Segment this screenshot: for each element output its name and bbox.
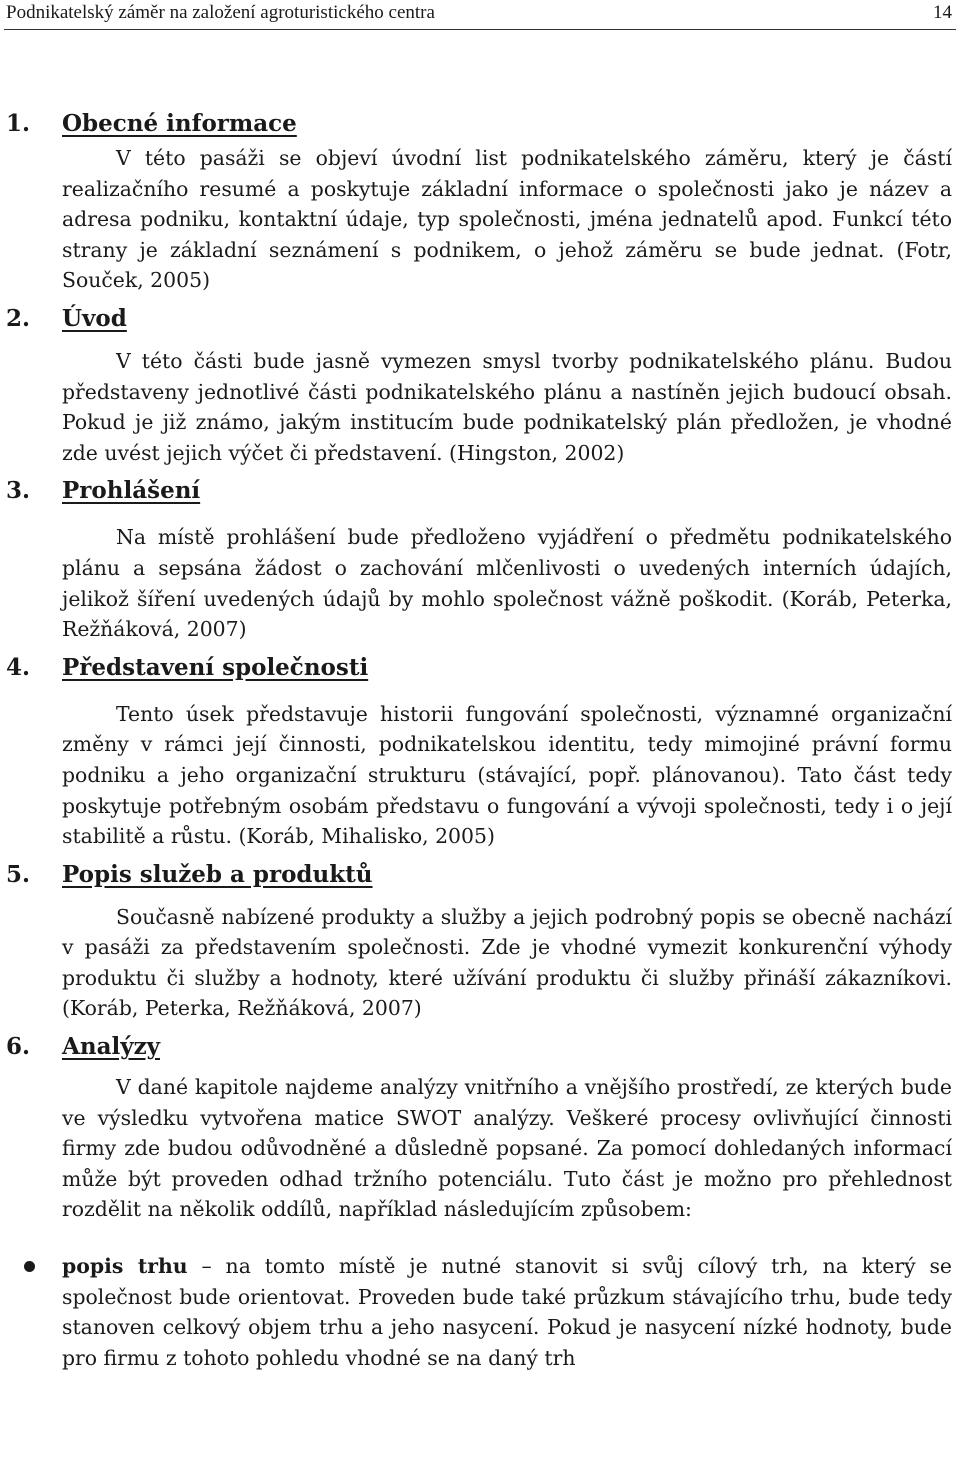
section-heading	[0, 105, 960, 143]
section-number: 6.	[6, 1033, 31, 1061]
bullet-text: – na tomto místě je nutné stanovit si svůj cílový trh, na který se společnost bude orientovat. Proveden bude také průzkum stávajícího trhu, bude tedy stanoven celkový objem trhu a jeho nasycení. Pokud je nasycení nízké hodnoty, bude pro firmu z tohoto pohledu vhodné se na daný trh	[62, 1254, 952, 1370]
section-heading	[0, 649, 960, 687]
section-number: 1.	[6, 110, 31, 137]
header-divider	[4, 29, 956, 30]
section-title: Představení společnosti	[62, 653, 369, 681]
section-number: 5.	[6, 860, 31, 888]
section-paragraph: V dané kapitole najdeme analýzy vnitřního a vnějšího prostředí, ze kterých bude ve výsledku vytvořena matice SWOT analýzy. Veškeré procesy ovlivňující činnosti firmy zde budou odůvodněné a důsledně popsané. Za pomocí dohledaných informací může být proveden odhad tržního potenciálu. Tuto část je možno pro přehlednost rozdělit na několik oddílů, například následujícím způsobem:	[62, 1075, 952, 1222]
section-title: Obecné informace	[62, 110, 297, 137]
section-title: Úvod	[62, 304, 127, 332]
section-paragraph: V této části bude jasně vymezen smysl tvorby podnikatelského plánu. Budou představeny jednotlivé části podnikatelského plánu a nastíněn jejich budoucí obsah. Pokud je již známo, jakým institucím bude podnikatelský plán předložen, je vhodné zde uvést jejich výčet či představení. (Hingston, 2002)	[62, 348, 952, 465]
page-body	[0, 105, 960, 1373]
bullet-term: popis trhu	[62, 1254, 188, 1279]
section-analyzy	[0, 1028, 960, 1225]
section-paragraph: Současně nabízené produkty a služby a jejich podrobný popis se obecně nachází v pasáži za představením společnosti. Zde je vhodné vymezit konkurenční výhody produktu či služby a hodnoty, které užívání produktu či služby přináší zákazníkovi. (Koráb, Peterka, Režňáková, 2007)	[62, 904, 952, 1021]
section-paragraph: Tento úsek představuje historii fungování společnosti, významné organizační změny v rámci její činnosti, podnikatelskou identitu, tedy mimojiné právní formu podniku a jeho organizační strukturu (stávající, popř. plánovanou). Tato část tedy poskytuje potřebným osobám představu o fungování a vývoji společnosti, tedy i o její stabilitě a růstu. (Koráb, Mihalisko, 2005)	[62, 701, 952, 849]
bullet-dot-icon	[24, 1261, 35, 1272]
section-title: Prohlášení	[62, 477, 201, 505]
section-predstaveni-spolecnosti	[0, 649, 960, 852]
section-number: 3.	[6, 477, 31, 505]
section-number: 2.	[6, 304, 31, 332]
bullet-item-popis-trhu	[62, 1251, 952, 1373]
page-header	[0, 0, 960, 28]
page-number: 14	[933, 2, 952, 23]
section-obecne-informace	[0, 105, 960, 296]
section-title: Analýzy	[62, 1033, 160, 1061]
running-header-title: Podnikatelský záměr na založení agroturistického centra	[6, 2, 435, 23]
section-heading	[0, 856, 960, 894]
section-uvod	[0, 300, 960, 468]
section-paragraph: V této pasáži se objeví úvodní list podnikatelského záměru, který je částí realizačního resumé a poskytuje základní informace o společnosti jako je název a adresa podniku, kontaktní údaje, typ společnosti, jména jednatelů apod. Funkcí této strany je základní seznámení s podnikem, o jehož záměru se bude jednat. (Fotr, Souček, 2005)	[62, 146, 952, 293]
section-title: Popis služeb a produktů	[62, 860, 373, 888]
section-paragraph: Na místě prohlášení bude předloženo vyjádření o předmětu podnikatelského plánu a sepsána žádost o zachování mlčenlivosti o uvedených interních údajích, jelikož šíření uvedených údajů by mohlo společnost vážně poškodit. (Koráb, Peterka, Režňáková, 2007)	[62, 525, 952, 642]
bullet-list	[0, 1251, 960, 1373]
section-heading	[0, 472, 960, 510]
section-popis-sluzeb-a-produktu	[0, 856, 960, 1024]
section-heading	[0, 1028, 960, 1066]
section-prohlaseni	[0, 472, 960, 644]
section-heading	[0, 300, 960, 338]
section-number: 4.	[6, 653, 31, 681]
